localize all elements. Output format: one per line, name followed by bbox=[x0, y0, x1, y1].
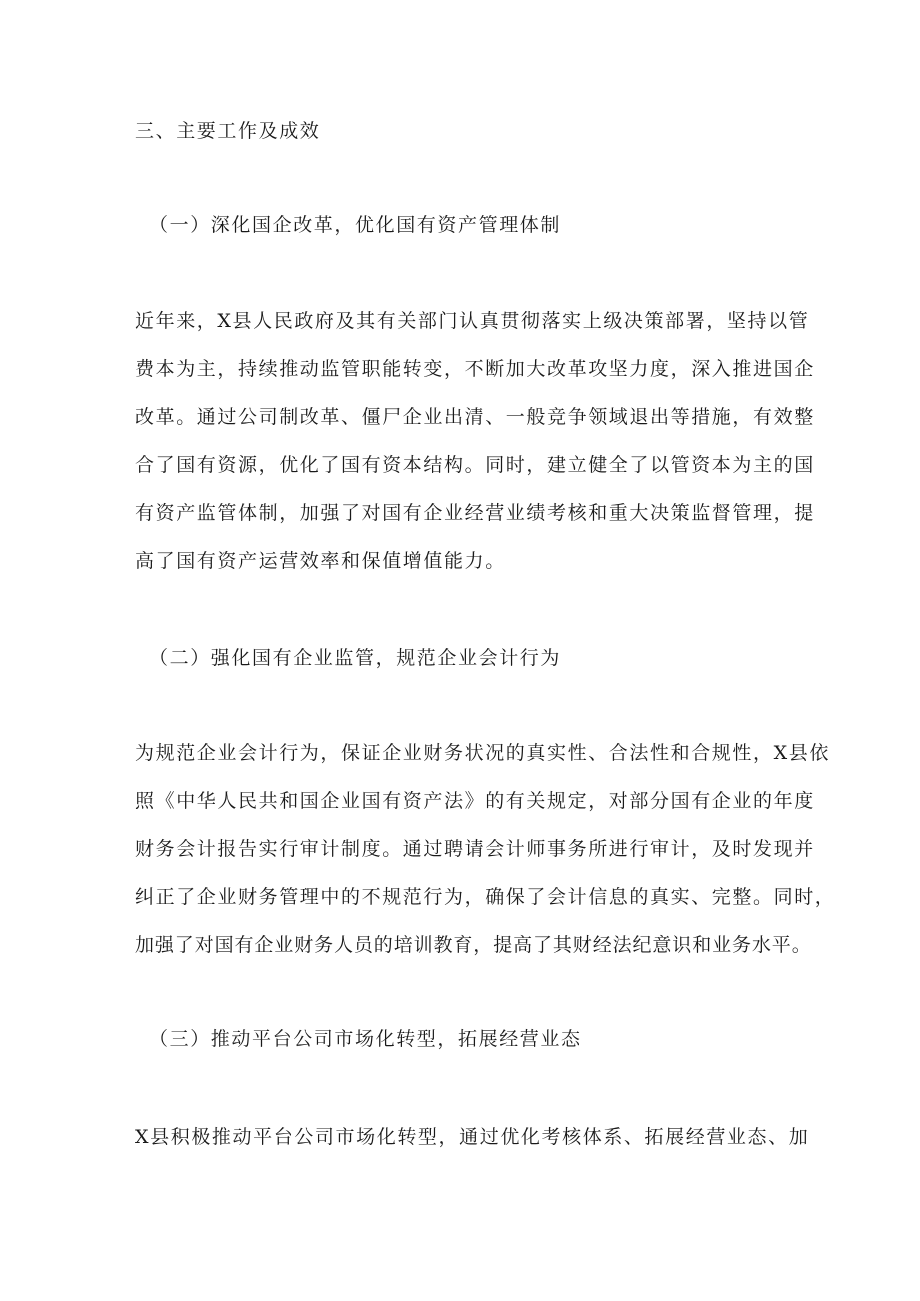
paragraph-1-line-4: 合了国有资源，优化了国有资本结构。同时，建立健全了以管资本为主的国 bbox=[135, 454, 815, 476]
paragraph-1-line-5: 有资产监管体制，加强了对国有企业经营业绩考核和重大决策监督管理，提 bbox=[135, 502, 815, 524]
subsection-title-1: （一）深化国企改革，优化国有资产管理体制 bbox=[149, 214, 562, 236]
paragraph-2-line-3: 财务会计报告实行审计制度。通过聘请会计师事务所进行审计，及时发现并 bbox=[135, 838, 815, 860]
paragraph-1-line-1: 近年来，X县人民政府及其有关部门认真贯彻落实上级决策部署，坚持以管 bbox=[135, 310, 810, 332]
paragraph-3-line-1: X县积极推动平台公司市场化转型，通过优化考核体系、拓展经营业态、加 bbox=[135, 1126, 810, 1148]
subsection-title-3: （三）推动平台公司市场化转型，拓展经营业态 bbox=[149, 1028, 582, 1050]
paragraph-1-line-6: 高了国有资产运营效率和保值增值能力。 bbox=[135, 550, 506, 572]
section-heading: 三、主要工作及成效 bbox=[135, 120, 321, 142]
paragraph-2-line-4: 纠正了企业财务管理中的不规范行为，确保了会计信息的真实、完整。同时， bbox=[135, 886, 836, 908]
paragraph-2-line-2: 照《中华人民共和国企业国有资产法》的有关规定，对部分国有企业的年度 bbox=[135, 790, 815, 812]
paragraph-1-line-2: 费本为主，持续推动监管职能转变，不断加大改革攻坚力度，深入推进国企 bbox=[135, 358, 815, 380]
paragraph-1-line-3: 改革。通过公司制改革、僵尸企业出清、一般竞争领域退出等措施，有效整 bbox=[135, 406, 815, 428]
paragraph-2-line-5: 加强了对国有企业财务人员的培训教育，提高了其财经法纪意识和业务水平。 bbox=[135, 934, 812, 956]
paragraph-2-line-1: 为规范企业会计行为，保证企业财务状况的真实性、合法性和合规性，X县依 bbox=[135, 742, 830, 764]
subsection-title-2: （二）强化国有企业监管，规范企业会计行为 bbox=[149, 647, 562, 669]
